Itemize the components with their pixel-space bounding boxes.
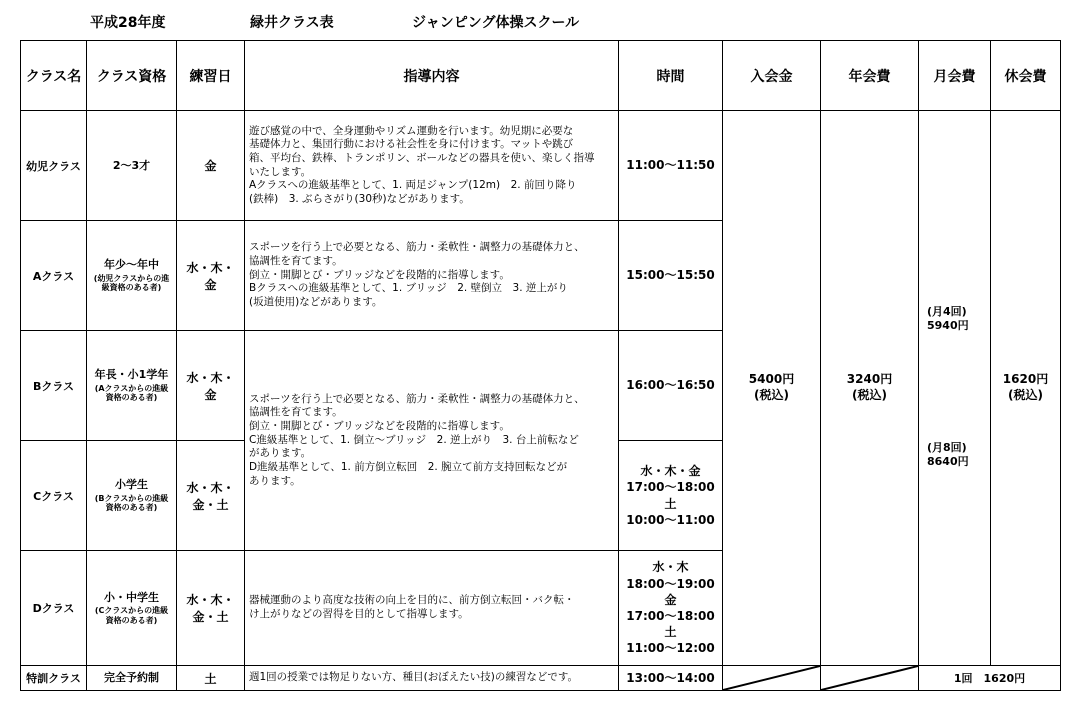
col-header-monthly-fee: 月会費: [919, 41, 991, 111]
qualification-note: (Aクラスからの進級資格のある者): [94, 383, 169, 403]
col-header-admission-fee: 入会金: [723, 41, 821, 111]
class-qualification: 年少～年中 (幼児クラスからの進級資格のある者): [87, 221, 177, 331]
monthly-fee-8-times: (月8回) 8640円: [927, 441, 969, 469]
class-qualification: 完全予約制: [87, 666, 177, 691]
col-header-instruction: 指導内容: [245, 41, 619, 111]
class-qualification: 小学生 (Bクラスからの進級資格のある者): [87, 441, 177, 551]
instruction-special: 週1回の授業では物足りない方、種目(おぼえたい技)の練習などです。: [245, 666, 619, 691]
class-qualification: 年長・小1学年 (Aクラスからの進級資格のある者): [87, 331, 177, 441]
annual-fee: 3240円 (税込): [821, 111, 919, 666]
col-header-class-name: クラス名: [21, 41, 87, 111]
school-title: ジャンピング体操スクール: [412, 15, 580, 31]
class-time: 水・木・金 17:00～18:00 土 10:00～11:00: [619, 441, 723, 551]
header-row: [21, 41, 1061, 111]
class-name: Aクラス: [21, 221, 87, 331]
class-name: 幼児クラス: [21, 111, 87, 221]
class-time: 16:00～16:50: [619, 331, 723, 441]
monthly-fee: [919, 111, 991, 666]
not-applicable-cell: [723, 666, 821, 691]
qualification-note: (幼児クラスからの進級資格のある者): [93, 273, 170, 293]
col-header-time: 時間: [619, 41, 723, 111]
class-time: 水・木 18:00～19:00 金 17:00～18:00 土 11:00～12:00: [619, 551, 723, 666]
practice-days: 土: [177, 666, 245, 691]
monthly-fee-4-times: (月4回) 5940円: [927, 305, 969, 333]
instruction-a-class: スポーツを行う上で必要となる、筋力・柔軟性・調整力の基礎体力と、 協調性を育てます。 倒立・開脚とび・ブリッジなどを段階的に指導します。 Bクラスへの進級基準として、1. ブリッジ 2. 壁倒立 3. 逆上がり (坂道使用)などがあります。: [245, 221, 619, 331]
col-header-annual-fee: 年会費: [821, 41, 919, 111]
class-name: Bクラス: [21, 331, 87, 441]
fiscal-year-title: 平成28年度: [90, 15, 166, 31]
qualification-note: (Cクラスからの進級資格のある者): [94, 606, 169, 625]
class-schedule-table: [20, 40, 1061, 691]
page-header: [0, 12, 1078, 36]
table-row: [21, 111, 1061, 221]
practice-days: 水・木・金・土: [177, 551, 245, 666]
class-name: 特訓クラス: [21, 666, 87, 691]
col-header-qualification: クラス資格: [87, 41, 177, 111]
special-class-fee: 1回 1620円: [919, 666, 1061, 691]
class-name: Cクラス: [21, 441, 87, 551]
practice-days: 水・木・金: [177, 331, 245, 441]
practice-days: 金: [177, 111, 245, 221]
qualification-note: (Bクラスからの進級資格のある者): [94, 493, 169, 513]
class-qualification: 小・中学生 (Cクラスからの進級資格のある者): [87, 551, 177, 666]
admission-fee: 5400円 (税込): [723, 111, 821, 666]
not-applicable-cell: [821, 666, 919, 691]
class-time: 11:00～11:50: [619, 111, 723, 221]
class-name: Dクラス: [21, 551, 87, 666]
table-row: [21, 666, 1061, 691]
class-time: 13:00～14:00: [619, 666, 723, 691]
col-header-practice-days: 練習日: [177, 41, 245, 111]
col-header-suspension-fee: 休会費: [991, 41, 1061, 111]
practice-days: 水・木・金: [177, 221, 245, 331]
branch-title: 緑井クラス表: [250, 15, 334, 31]
class-time: 15:00～15:50: [619, 221, 723, 331]
instruction-d-class: 器械運動のより高度な技術の向上を目的に、前方倒立転回・バク転・ け上がりなどの習得を目的として指導します。: [245, 551, 619, 666]
class-qualification: 2～3才: [87, 111, 177, 221]
instruction-bc-class: スポーツを行う上で必要となる、筋力・柔軟性・調整力の基礎体力と、 協調性を育てます。 倒立・開脚とび・ブリッジなどを段階的に指導します。 C進級基準として、1. 倒立～ブリッジ 2. 逆上がり 3. 台上前転など があります。 D進級基準として、1. 前方倒立転回 2. 腕立て前方支持回転などが あります。: [245, 331, 619, 551]
practice-days: 水・木・金・土: [177, 441, 245, 551]
instruction-infant: 遊び感覚の中で、全身運動やリズム運動を行います。幼児期に必要な 基礎体力と、集団行動における社会性を身に付けます。マットや跳び 箱、平均台、鉄棒、トランポリン、ボールなどの器具を使い、楽しく指導 いたします。 Aクラスへの進級基準として、1. 両足ジャンプ(12m) 2. 前回り降り (鉄棒) 3. ぶらさがり(30秒)などがあります。: [245, 111, 619, 221]
suspension-fee: 1620円 (税込): [991, 111, 1061, 666]
